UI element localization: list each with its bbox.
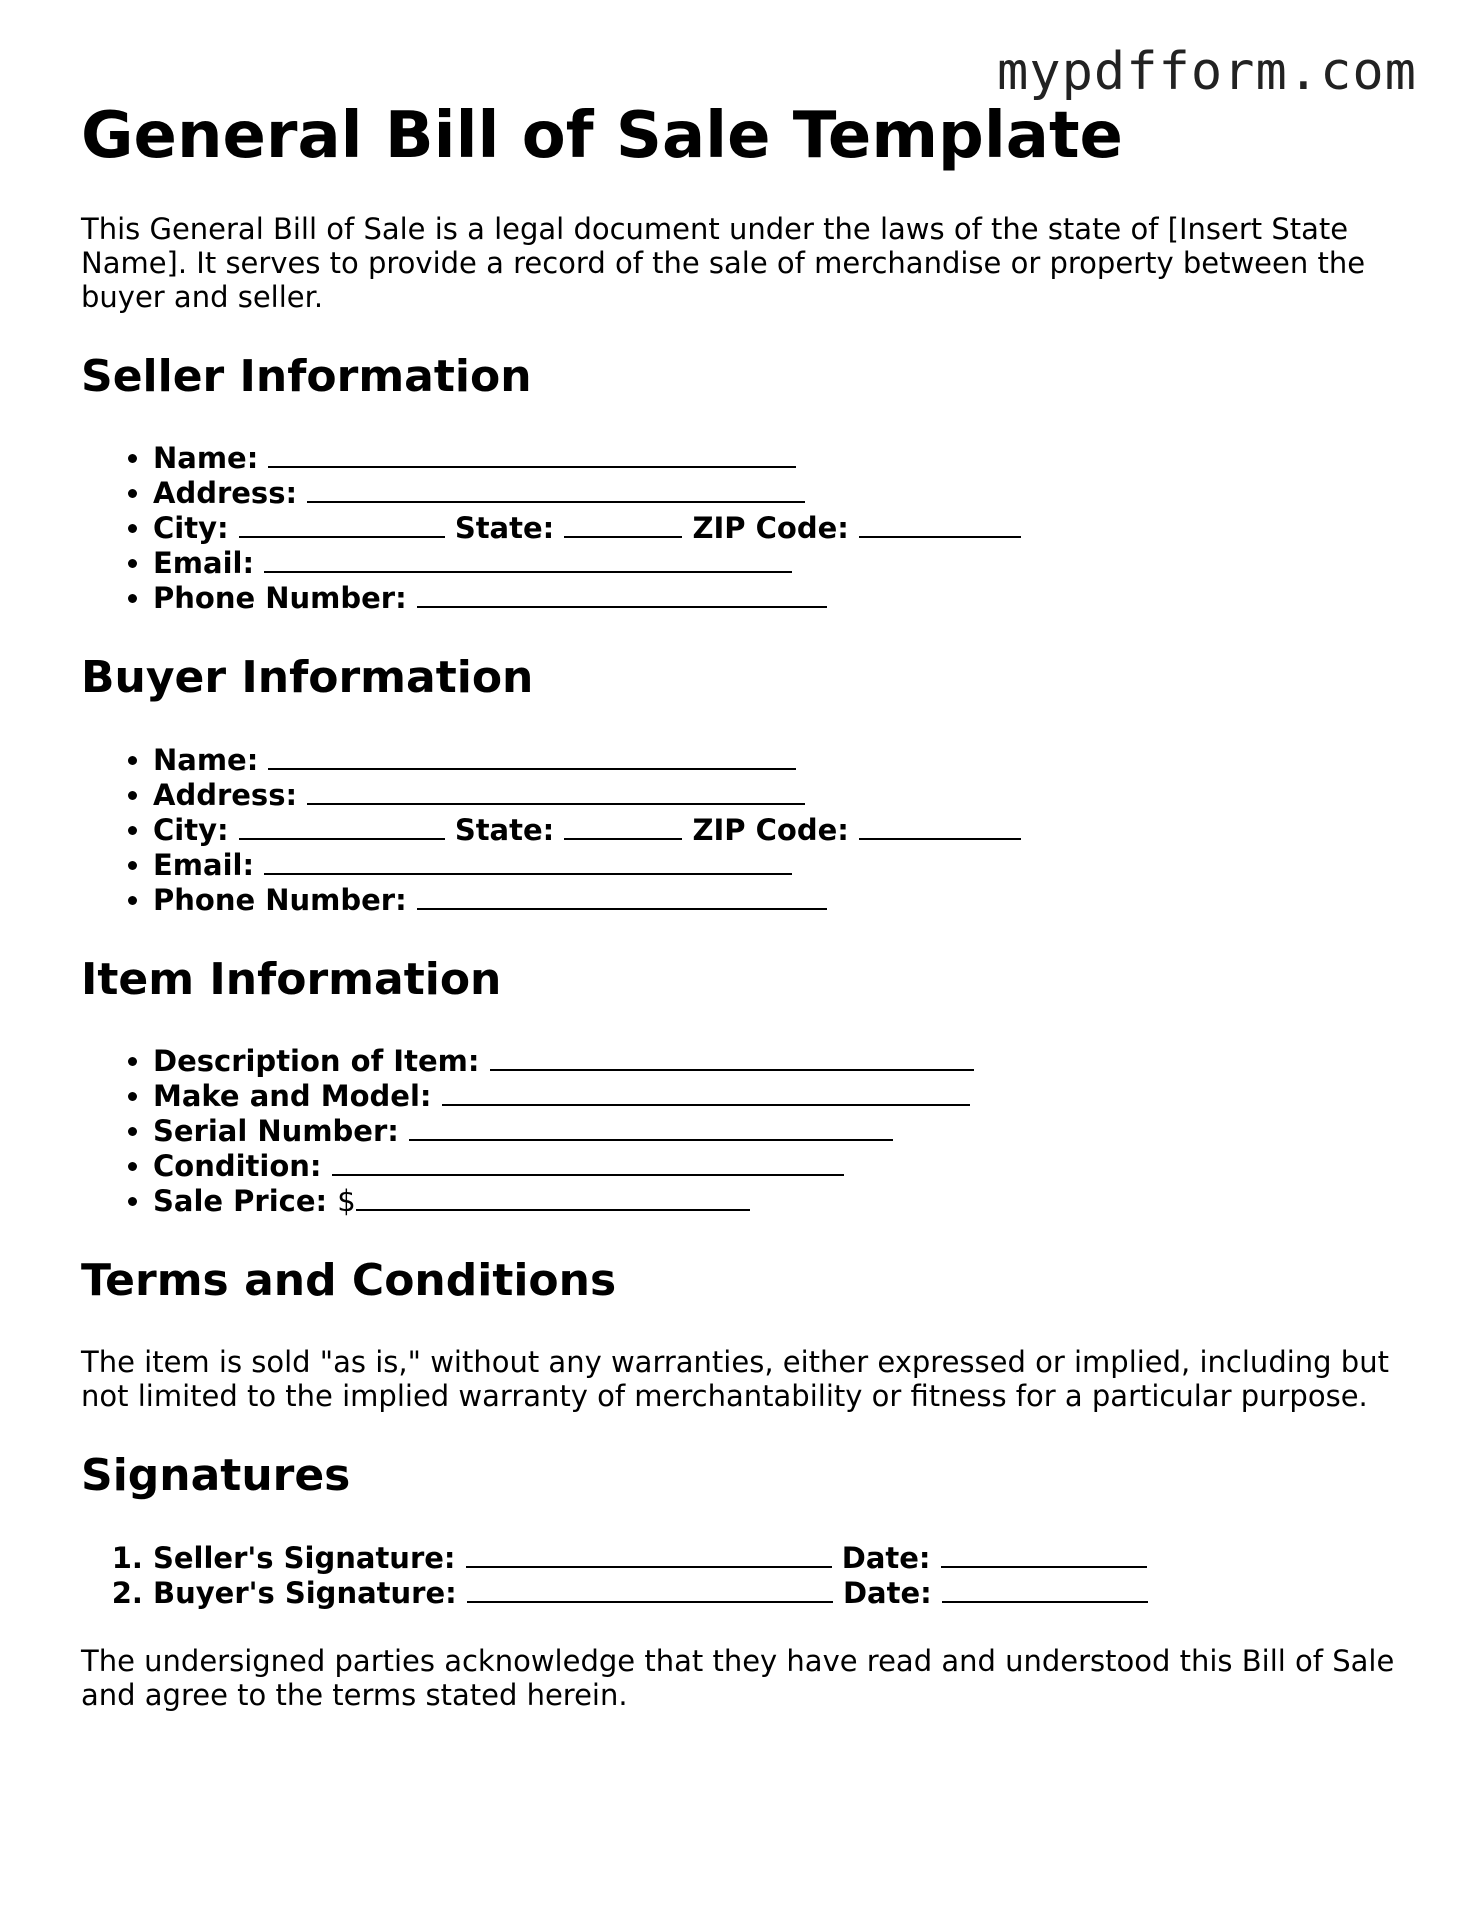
seller-signature-field[interactable]: 1. Seller's Signature: Date: [153,1540,1411,1575]
buyer-phone-field[interactable]: • Phone Number: [153,882,1411,917]
seller-city-blank[interactable] [239,510,445,538]
seller-address-blank[interactable] [307,475,805,503]
item-price-field[interactable]: • Sale Price: $ [153,1183,1411,1218]
seller-fields [81,440,1411,615]
page-title: General Bill of Sale Template [81,99,1123,173]
buyer-phone-blank[interactable] [417,882,827,910]
buyer-city-blank[interactable] [239,812,445,840]
seller-address-field[interactable]: • Address: [153,475,1411,510]
item-condition-blank[interactable] [332,1148,844,1176]
seller-phone-field[interactable]: • Phone Number: [153,580,1411,615]
buyer-city-field[interactable]: • City: State: ZIP Code: [153,812,1411,847]
intro-paragraph: This General Bill of Sale is a legal document under the laws of the state of [Insert State Name]. It serves to provide a record of the sale of merchandise or property between the buyer and seller. [81,211,1366,314]
buyer-date-blank[interactable] [942,1575,1148,1603]
buyer-fields [81,742,1411,917]
seller-email-field[interactable]: • Email: [153,545,1411,580]
seller-phone-blank[interactable] [417,580,827,608]
item-description-blank[interactable] [490,1043,974,1071]
buyer-state-blank[interactable] [564,812,682,840]
item-condition-field[interactable]: • Condition: [153,1148,1411,1183]
seller-date-blank[interactable] [941,1540,1147,1568]
signature-fields [81,1540,1411,1610]
closing-paragraph: The undersigned parties acknowledge that they have read and understood this Bill of Sale and agree to the terms stated herein. [81,1643,1395,1712]
buyer-email-blank[interactable] [264,847,792,875]
item-price-blank[interactable] [356,1183,750,1211]
buyer-heading: Buyer Information [81,652,534,704]
currency-symbol: $ [337,1184,356,1219]
item-make-model-field[interactable]: • Make and Model: [153,1078,1411,1113]
buyer-signature-blank[interactable] [467,1575,833,1603]
buyer-email-field[interactable]: • Email: [153,847,1411,882]
terms-heading: Terms and Conditions [81,1255,617,1307]
seller-zip-blank[interactable] [859,510,1021,538]
buyer-signature-field[interactable]: 2. Buyer's Signature: Date: [153,1575,1411,1610]
terms-paragraph: The item is sold "as is," without any warranties, either expressed or implied, including but not limited to the implied warranty of merchantability or fitness for a particular purpose. [81,1344,1389,1413]
item-heading: Item Information [81,953,502,1005]
buyer-name-field[interactable]: • Name: [153,742,1411,777]
seller-name-field[interactable]: • Name: [153,440,1411,475]
seller-name-blank[interactable] [268,440,796,468]
buyer-name-blank[interactable] [268,742,796,770]
seller-heading: Seller Information [81,350,532,402]
seller-signature-blank[interactable] [466,1540,832,1568]
item-fields [81,1043,1411,1218]
item-make-model-blank[interactable] [442,1078,970,1106]
buyer-zip-blank[interactable] [859,812,1021,840]
item-serial-blank[interactable] [409,1113,893,1141]
document [81,100,1411,1712]
item-description-field[interactable]: • Description of Item: [153,1043,1411,1078]
item-serial-field[interactable]: • Serial Number: [153,1113,1411,1148]
seller-state-blank[interactable] [564,510,682,538]
buyer-address-blank[interactable] [307,777,805,805]
seller-email-blank[interactable] [264,545,792,573]
signatures-heading: Signatures [81,1449,351,1501]
seller-city-field[interactable]: • City: State: ZIP Code: [153,510,1411,545]
buyer-address-field[interactable]: • Address: [153,777,1411,812]
watermark: mypdfform.com [997,42,1417,102]
